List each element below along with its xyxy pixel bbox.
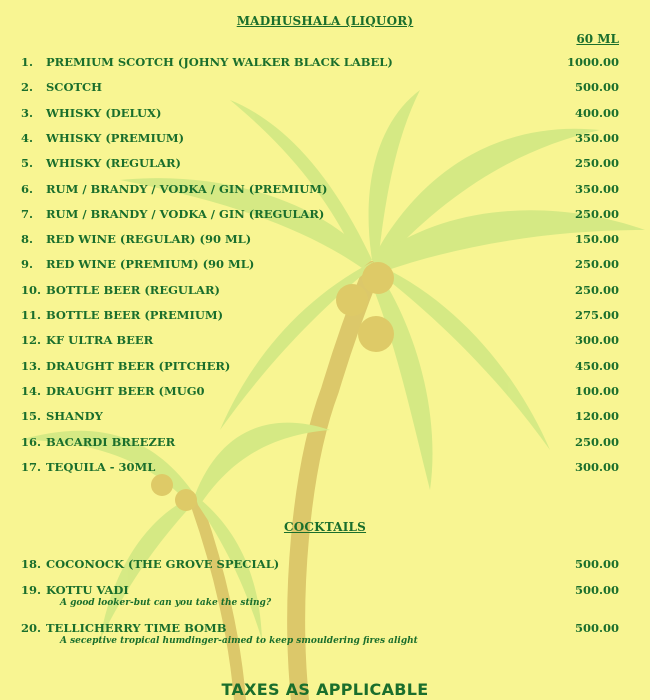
item-name: TEQUILA - 30ML — [46, 459, 156, 474]
menu-item-row — [0, 460, 650, 476]
item-price: 400.00 — [574, 105, 619, 120]
menu-item-row — [0, 359, 650, 375]
menu-item-row — [0, 257, 650, 273]
item-number: 15. — [21, 409, 42, 424]
item-price: 500.00 — [574, 583, 619, 597]
menu-item-row — [0, 182, 650, 198]
item-price: 350.00 — [574, 181, 619, 196]
menu-item-row — [0, 207, 650, 223]
item-number: 16. — [21, 434, 42, 449]
item-name: RED WINE (REGULAR) (90 ML) — [46, 232, 252, 247]
item-number: 4. — [21, 130, 34, 145]
menu-item-row — [0, 621, 650, 637]
item-price: 275.00 — [574, 308, 619, 322]
menu-item-row — [0, 232, 650, 248]
item-name: COCONOCK (THE GROVE SPECIAL) — [46, 557, 280, 571]
item-price: 350.00 — [574, 130, 619, 145]
item-name: WHISKY (DELUX) — [46, 105, 162, 120]
item-number: 14. — [21, 383, 42, 398]
item-name: WHISKY (REGULAR) — [46, 156, 181, 171]
item-price: 500.00 — [574, 80, 619, 95]
menu-item-row — [0, 106, 650, 122]
item-price: 1000.00 — [566, 55, 619, 69]
item-number: 8. — [21, 232, 34, 247]
item-price: 250.00 — [574, 282, 619, 297]
item-number: 6. — [21, 181, 34, 196]
item-description: A good looker-but can you take the sting? — [60, 598, 272, 608]
item-number: 1. — [21, 55, 34, 69]
item-price: 120.00 — [574, 409, 619, 424]
menu-item-row — [0, 557, 650, 573]
unit-label: 60 ML — [576, 32, 619, 46]
item-number: 10. — [21, 282, 42, 297]
item-name: WHISKY (PREMIUM) — [46, 130, 185, 145]
item-name: RED WINE (PREMIUM) (90 ML) — [46, 257, 255, 272]
menu-item-row — [0, 384, 650, 400]
menu-item-row — [0, 131, 650, 147]
item-price: 300.00 — [574, 459, 619, 474]
taxes-footer: TAXES AS APPLICABLE — [221, 680, 429, 699]
item-price: 100.00 — [574, 383, 619, 398]
cocktails-section-title: COCKTAILS — [283, 520, 367, 534]
item-number: 17. — [21, 459, 42, 474]
item-name: KOTTU VADI — [46, 583, 129, 597]
item-name: SHANDY — [46, 409, 103, 424]
item-price: 250.00 — [574, 257, 619, 272]
item-name: BACARDI BREEZER — [46, 434, 176, 449]
item-number: 19. — [21, 583, 42, 597]
menu-item-row — [0, 80, 650, 96]
item-number: 5. — [21, 156, 34, 171]
item-name: BOTTLE BEER (REGULAR) — [46, 282, 220, 297]
menu-item-row — [0, 156, 650, 172]
item-number: 7. — [21, 206, 34, 221]
menu-item-row — [0, 409, 650, 425]
item-name: RUM / BRANDY / VODKA / GIN (REGULAR) — [46, 206, 325, 221]
item-name: BOTTLE BEER (PREMIUM) — [46, 308, 224, 322]
item-price: 500.00 — [574, 621, 619, 635]
item-price: 500.00 — [574, 557, 619, 571]
menu-item-row — [0, 308, 650, 324]
liquor-section-title: MADHUSHALA (LIQUOR) — [236, 14, 414, 28]
item-name: KF ULTRA BEER — [46, 333, 154, 348]
item-number: 13. — [21, 358, 42, 373]
item-price: 150.00 — [574, 232, 619, 247]
item-name: SCOTCH — [46, 80, 103, 95]
item-price: 300.00 — [574, 333, 619, 348]
item-name: RUM / BRANDY / VODKA / GIN (PREMIUM) — [46, 181, 328, 196]
menu-item-row — [0, 435, 650, 451]
item-price: 450.00 — [574, 358, 619, 373]
item-number: 2. — [21, 80, 34, 95]
item-description: A seceptive tropical humdinger-aimed to keep smouldering fires alight — [60, 636, 418, 646]
menu-item-row — [0, 333, 650, 349]
menu-item-row — [0, 583, 650, 599]
item-name: DRAUGHT BEER (MUG0 — [46, 383, 205, 398]
item-number: 20. — [21, 621, 42, 635]
item-number: 9. — [21, 257, 34, 272]
item-name: TELLICHERRY TIME BOMB — [46, 621, 227, 635]
menu-item-row — [0, 55, 650, 71]
item-price: 250.00 — [574, 434, 619, 449]
item-number: 18. — [21, 557, 42, 571]
menu-item-row — [0, 283, 650, 299]
item-number: 3. — [21, 105, 34, 120]
item-price: 250.00 — [574, 156, 619, 171]
item-name: DRAUGHT BEER (PITCHER) — [46, 358, 231, 373]
item-number: 11. — [21, 308, 42, 322]
item-name: PREMIUM SCOTCH (JOHNY WALKER BLACK LABEL) — [46, 55, 393, 69]
item-number: 12. — [21, 333, 42, 348]
item-price: 250.00 — [574, 206, 619, 221]
